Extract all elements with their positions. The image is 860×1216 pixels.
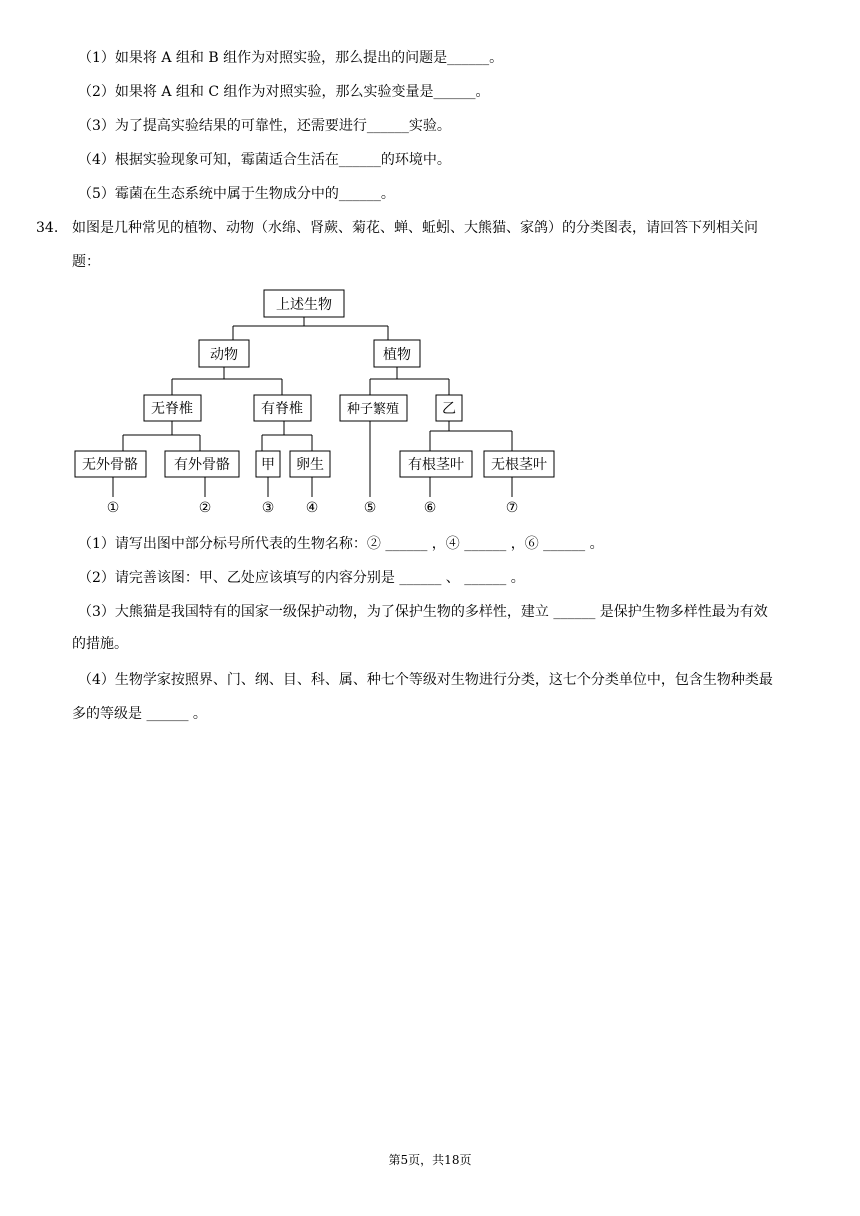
sub-question-2: （2）请完善该图：甲、乙处应该填写的内容分别是 ______ 、 ______ 。 <box>78 570 525 586</box>
prev-question-4: （4）根据实验现象可知，霉菌适合生活在______的环境中。 <box>78 152 451 168</box>
label-plants: 植物 <box>383 347 411 363</box>
label-invertebrates: 无脊椎 <box>151 401 193 417</box>
prev-question-2: （2）如果将 A 组和 C 组作为对照实验，那么实验变量是______。 <box>78 84 490 100</box>
prev-question-3: （3）为了提高实验结果的可靠性，还需要进行______实验。 <box>78 118 451 134</box>
marker-6: ⑥ <box>423 500 437 516</box>
sub-question-1: （1）请写出图中部分标号所代表的生物名称：② ______ ，④ ______ ，⑥ ______ 。 <box>78 536 604 552</box>
label-no-exoskeleton: 无外骨骼 <box>82 457 138 473</box>
label-with-roots: 有根茎叶 <box>408 457 464 473</box>
marker-4: ④ <box>305 500 319 516</box>
question-stem-line1: 如图是几种常见的植物、动物（水绵、肾蕨、菊花、蝉、蚯蚓、大熊猫、家鸽）的分类图表，请回答下列相关问 <box>72 220 758 236</box>
question-number: 34. <box>36 220 59 236</box>
label-vertebrates: 有脊椎 <box>261 401 303 417</box>
page-footer: 第5页，共18页 <box>388 1153 472 1167</box>
prev-question-5: （5）霉菌在生态系统中属于生物成分中的______。 <box>78 186 395 202</box>
marker-3: ③ <box>261 500 275 516</box>
label-animals: 动物 <box>210 347 238 363</box>
sub-question-3-line1: （3）大熊猫是我国特有的国家一级保护动物，为了保护生物的多样性，建立 ______ 是保护生物多样性最为有效 <box>78 604 768 620</box>
marker-5: ⑤ <box>363 500 377 516</box>
label-seed-reproduction: 种子繁殖 <box>346 402 400 417</box>
label-root: 上述生物 <box>276 297 332 313</box>
question-stem-line2: 题： <box>72 254 100 270</box>
sub-question-3-line2: 的措施。 <box>72 636 128 652</box>
label-yi: 乙 <box>442 401 456 417</box>
label-without-roots: 无根茎叶 <box>491 457 547 473</box>
prev-question-1: （1）如果将 A 组和 B 组作为对照实验，那么提出的问题是______。 <box>78 50 504 66</box>
label-jia: 甲 <box>261 457 275 473</box>
sub-question-4-line1: （4）生物学家按照界、门、纲、目、科、属、种七个等级对生物进行分类，这七个分类单位中，包含生物种类最 <box>78 672 773 688</box>
sub-question-4-line2: 多的等级是 ______ 。 <box>72 706 207 722</box>
marker-7: ⑦ <box>505 500 519 516</box>
label-oviparous: 卵生 <box>296 457 324 473</box>
classification-diagram <box>0 0 860 530</box>
label-exoskeleton: 有外骨骼 <box>174 457 230 473</box>
marker-2: ② <box>198 500 212 516</box>
marker-1: ① <box>106 500 120 516</box>
